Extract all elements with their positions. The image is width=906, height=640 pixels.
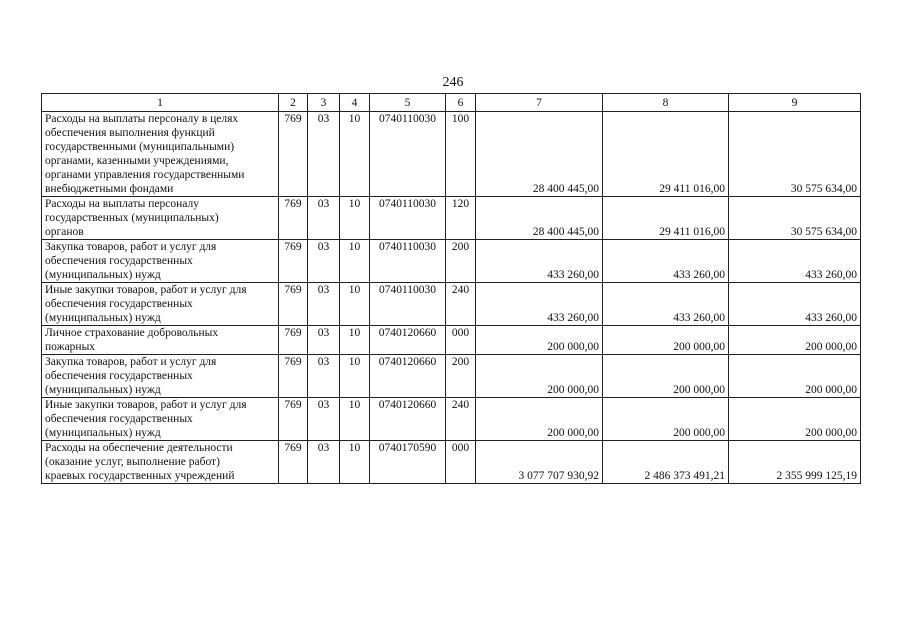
amount-col8-cell: 433 260,00: [603, 240, 729, 283]
expense-name-line: обеспечения государственных: [45, 413, 193, 425]
amount-col9-cell: 200 000,00: [729, 326, 861, 355]
column-header: 4: [340, 94, 370, 112]
amount-col8-cell: 29 411 016,00: [603, 112, 729, 197]
table-row: [42, 441, 861, 484]
expense-type-code-cell: 200: [446, 240, 476, 283]
amount-col8-cell: 433 260,00: [603, 283, 729, 326]
target-article-code-cell: 0740120660: [370, 355, 446, 398]
subsection-code-cell: 10: [340, 355, 370, 398]
amount-col9-cell: 433 260,00: [729, 283, 861, 326]
subsection-code-cell: 10: [340, 197, 370, 240]
expense-name-line: государственными (муниципальными): [45, 141, 235, 153]
amount-col9-cell: 433 260,00: [729, 240, 861, 283]
ministry-code-cell: 769: [279, 240, 308, 283]
table-row: [42, 240, 861, 283]
column-header: 8: [603, 94, 729, 112]
amount-col7-cell: 28 400 445,00: [476, 197, 603, 240]
expense-name-line: (муниципальных) нужд: [45, 312, 161, 324]
subsection-code-cell: 10: [340, 240, 370, 283]
target-article-code-cell: 0740110030: [370, 112, 446, 197]
expense-name-cell: [42, 398, 279, 441]
amount-col8-cell: 2 486 373 491,21: [603, 441, 729, 484]
expense-name-line: Личное страхование добровольных: [45, 327, 219, 339]
expense-type-code-cell: 240: [446, 398, 476, 441]
expense-name-line: (оказание услуг, выполнение работ): [45, 456, 220, 468]
expense-type-code-cell: 000: [446, 326, 476, 355]
subsection-code-cell: 10: [340, 283, 370, 326]
expense-name-line: краевых государственных учреждений: [45, 470, 235, 482]
expense-name-line: Расходы на выплаты персоналу: [45, 198, 199, 210]
expense-name-cell: [42, 197, 279, 240]
table-row: [42, 283, 861, 326]
amount-col9-cell: 30 575 634,00: [729, 112, 861, 197]
expense-name-line: (муниципальных) нужд: [45, 427, 161, 439]
table-row: [42, 326, 861, 355]
target-article-code-cell: 0740170590: [370, 441, 446, 484]
ministry-code-cell: 769: [279, 197, 308, 240]
section-code-cell: 03: [308, 240, 340, 283]
amount-col9-cell: 200 000,00: [729, 355, 861, 398]
expense-name-line: Расходы на выплаты персоналу в целях: [45, 113, 239, 125]
amount-col9-cell: 200 000,00: [729, 398, 861, 441]
section-code-cell: 03: [308, 441, 340, 484]
expense-type-code-cell: 000: [446, 441, 476, 484]
expense-type-code-cell: 200: [446, 355, 476, 398]
amount-col7-cell: 200 000,00: [476, 398, 603, 441]
expense-name-cell: [42, 326, 279, 355]
column-header: 5: [370, 94, 446, 112]
expense-name-cell: [42, 355, 279, 398]
amount-col7-cell: 200 000,00: [476, 355, 603, 398]
amount-col8-cell: 200 000,00: [603, 326, 729, 355]
expense-name-line: (муниципальных) нужд: [45, 269, 161, 281]
column-header: 7: [476, 94, 603, 112]
section-code-cell: 03: [308, 197, 340, 240]
target-article-code-cell: 0740110030: [370, 197, 446, 240]
expense-name-line: органов: [45, 226, 84, 238]
amount-col7-cell: 433 260,00: [476, 240, 603, 283]
ministry-code-cell: 769: [279, 112, 308, 197]
ministry-code-cell: 769: [279, 441, 308, 484]
column-header: 1: [42, 94, 279, 112]
amount-col7-cell: 200 000,00: [476, 326, 603, 355]
target-article-code-cell: 0740110030: [370, 283, 446, 326]
section-code-cell: 03: [308, 283, 340, 326]
column-header: 3: [308, 94, 340, 112]
expense-name-line: обеспечения государственных: [45, 298, 193, 310]
table-body: [42, 112, 861, 484]
amount-col7-cell: 28 400 445,00: [476, 112, 603, 197]
table-row: [42, 112, 861, 197]
amount-col7-cell: 3 077 707 930,92: [476, 441, 603, 484]
page-number: 246: [442, 75, 464, 90]
expense-name-cell: [42, 112, 279, 197]
expense-name-line: обеспечения выполнения функций: [45, 127, 215, 139]
column-header: 9: [729, 94, 861, 112]
ministry-code-cell: 769: [279, 355, 308, 398]
ministry-code-cell: 769: [279, 398, 308, 441]
column-header: 6: [446, 94, 476, 112]
amount-col8-cell: 29 411 016,00: [603, 197, 729, 240]
expense-name-cell: [42, 240, 279, 283]
expense-name-line: внебюджетными фондами: [45, 183, 174, 195]
section-code-cell: 03: [308, 355, 340, 398]
expense-name-line: пожарных: [45, 341, 96, 353]
column-header: 2: [279, 94, 308, 112]
expense-type-code-cell: 120: [446, 197, 476, 240]
expense-type-code-cell: 240: [446, 283, 476, 326]
expense-name-line: (муниципальных) нужд: [45, 384, 161, 396]
table-row: [42, 355, 861, 398]
expense-name-line: Закупка товаров, работ и услуг для: [45, 241, 217, 253]
table-row: [42, 197, 861, 240]
subsection-code-cell: 10: [340, 441, 370, 484]
expense-name-line: государственных (муниципальных): [45, 212, 219, 224]
table-row: [42, 398, 861, 441]
target-article-code-cell: 0740120660: [370, 326, 446, 355]
subsection-code-cell: 10: [340, 112, 370, 197]
amount-col8-cell: 200 000,00: [603, 355, 729, 398]
expense-name-line: Закупка товаров, работ и услуг для: [45, 356, 217, 368]
target-article-code-cell: 0740120660: [370, 398, 446, 441]
expense-name-line: обеспечения государственных: [45, 255, 193, 267]
expense-name-line: органами управления государственными: [45, 169, 245, 181]
expense-name-cell: [42, 283, 279, 326]
ministry-code-cell: 769: [279, 326, 308, 355]
section-code-cell: 03: [308, 326, 340, 355]
section-code-cell: 03: [308, 398, 340, 441]
expense-name-line: Иные закупки товаров, работ и услуг для: [45, 284, 247, 296]
expense-name-cell: [42, 441, 279, 484]
amount-col8-cell: 200 000,00: [603, 398, 729, 441]
expense-name-line: Расходы на обеспечение деятельности: [45, 442, 233, 454]
header-row: [42, 94, 861, 112]
section-code-cell: 03: [308, 112, 340, 197]
expense-type-code-cell: 100: [446, 112, 476, 197]
amount-col9-cell: 30 575 634,00: [729, 197, 861, 240]
subsection-code-cell: 10: [340, 398, 370, 441]
budget-table: [41, 93, 861, 484]
expense-name-line: органами, казенными учреждениями,: [45, 155, 229, 167]
subsection-code-cell: 10: [340, 326, 370, 355]
amount-col7-cell: 433 260,00: [476, 283, 603, 326]
target-article-code-cell: 0740110030: [370, 240, 446, 283]
expense-name-line: обеспечения государственных: [45, 370, 193, 382]
amount-col9-cell: 2 355 999 125,19: [729, 441, 861, 484]
expense-name-line: Иные закупки товаров, работ и услуг для: [45, 399, 247, 411]
ministry-code-cell: 769: [279, 283, 308, 326]
